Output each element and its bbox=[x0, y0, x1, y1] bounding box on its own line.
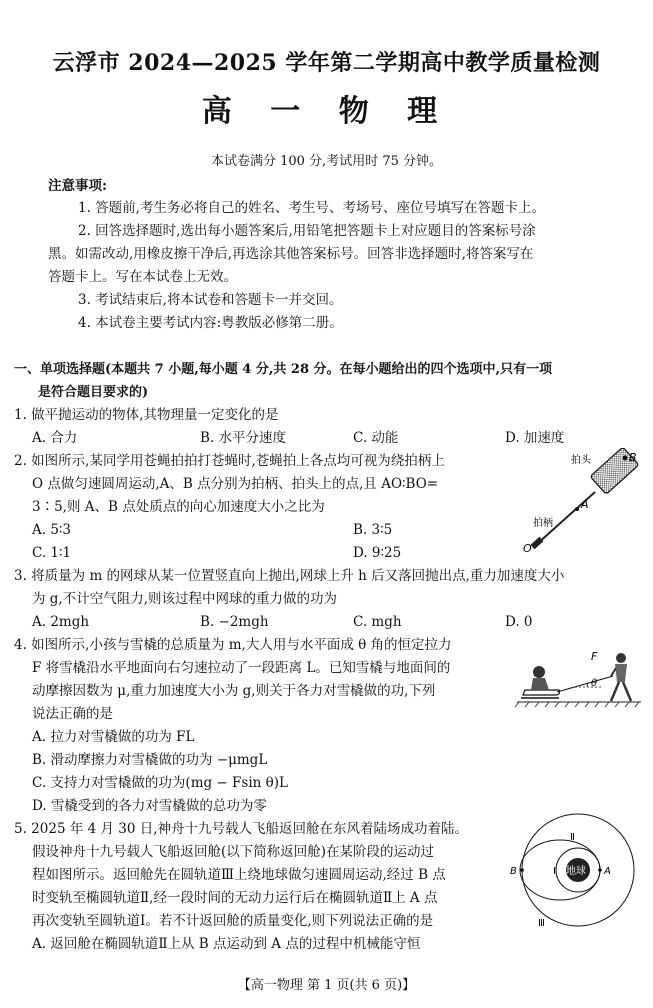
label-earth: 地球 bbox=[566, 866, 586, 877]
q4-option-b: B. 滑动摩擦力对雪橇做的功为 −μmgL bbox=[32, 752, 268, 768]
q5-stem-1: 5. 2025 年 4 月 30 日,神舟十九号载人飞船返回舱在东风着陆场成功着陆。 bbox=[14, 821, 469, 837]
q2-stem-1: 2. 如图所示,某同学用苍蝇拍拍打苍蝇时,苍蝇拍上各点均可视为绕拍柄上 bbox=[14, 453, 445, 469]
q4-stem-3: 动摩擦因数为 μ,重力加速度大小为 g,则关于各力对雪橇做的功,下列 bbox=[32, 683, 436, 699]
q1-option-b: B. 水平分速度 bbox=[200, 430, 287, 446]
q2-option-a: A. 5∶3 bbox=[32, 522, 72, 538]
label-a: A bbox=[581, 498, 589, 511]
point-a-marker bbox=[575, 507, 579, 511]
subject-title: 高 一 物 理 bbox=[201, 94, 452, 129]
q3-option-a: A. 2mgh bbox=[32, 614, 90, 630]
label-head: 拍头 bbox=[571, 455, 591, 466]
label-orbit-ii: Ⅱ bbox=[570, 832, 575, 843]
notice-item-1: 1. 答题前,考生务必将自己的姓名、考生号、考场号、座位号填写在答题卡上。 bbox=[78, 200, 545, 216]
label-handle: 拍柄 bbox=[533, 518, 553, 529]
orbit-figure bbox=[508, 812, 648, 932]
exam-title: 云浮市 2024—2025 学年第二学期高中教学质量检测 bbox=[52, 50, 601, 76]
q4-stem-4: 说法正确的是 bbox=[32, 706, 113, 722]
q4-stem-2: F 将雪橇沿水平地面向右匀速拉动了一段距离 L。已知雪橇与地面间的 bbox=[32, 660, 451, 676]
label-o: O bbox=[523, 542, 532, 555]
q5-stem-2: 假设神舟十九号载人飞船返回舱(以下简称返回舱)在某阶段的运动过 bbox=[32, 844, 435, 860]
notice-item-4: 4. 本试卷主要考试内容:粤教版必修第二册。 bbox=[78, 315, 343, 331]
label-orbit-i: Ⅰ bbox=[553, 866, 556, 877]
q5-option-a: A. 返回舱在椭圆轨道Ⅱ上从 B 点运动到 A 点的过程中机械能守恒 bbox=[32, 936, 421, 952]
q1-option-d: D. 加速度 bbox=[505, 430, 565, 446]
section-heading-cont: 是符合题目要求的) bbox=[38, 385, 149, 400]
label-a: A bbox=[604, 866, 611, 877]
q3-stem-2: 为 g,不计空气阻力,则该过程中网球的重力做的功为 bbox=[32, 591, 338, 607]
notice-item-2-cont: 黑。如需改动,用橡皮擦干净后,再选涂其他答案标号。回答非选择题时,将答案写在 bbox=[48, 246, 534, 262]
label-f: F bbox=[591, 650, 598, 663]
exam-info: 本试卷满分 100 分,考试用时 75 分钟。 bbox=[210, 154, 443, 169]
q1-option-c: C. 动能 bbox=[353, 430, 399, 446]
q2-stem-3: 3∶5,则 A、B 点处质点的向心加速度大小之比为 bbox=[32, 499, 325, 515]
q4-option-d: D. 雪橇受到的各力对雪橇做的总功为零 bbox=[32, 798, 267, 814]
q1-option-a: A. 合力 bbox=[32, 430, 78, 446]
q4-stem-1: 4. 如图所示,小孩与雪橇的总质量为 m,大人用与水平面成 θ 角的恒定拉力 bbox=[14, 637, 452, 653]
section-heading: 一、单项选择题(本题共 7 小题,每小题 4 分,共 28 分。在每小题给出的四个选项中,只有一项 bbox=[14, 362, 553, 377]
label-b: B bbox=[629, 451, 637, 464]
q3-stem-1: 3. 将质量为 m 的网球从某一位置竖直向上抛出,网球上升 h 后又落回抛出点,重力加速度大小 bbox=[14, 568, 565, 584]
notice-item-3: 3. 考试结束后,将本试卷和答题卡一并交回。 bbox=[78, 292, 343, 308]
label-orbit-iii: Ⅲ bbox=[538, 918, 545, 929]
q4-option-c: C. 支持力对雪橇做的功为(mg − Fsin θ)L bbox=[32, 775, 288, 791]
point-b-marker bbox=[623, 456, 628, 461]
swatter-figure bbox=[515, 448, 645, 556]
q3-option-c: C. mgh bbox=[353, 614, 402, 630]
sled-figure bbox=[515, 648, 643, 708]
q2-option-b: B. 3∶5 bbox=[353, 522, 393, 538]
notice-heading: 注意事项: bbox=[48, 178, 107, 194]
q5-stem-3: 程如图所示。返回舱先在圆轨道Ⅲ上绕地球做匀速圆周运动,经过 B 点 bbox=[32, 867, 446, 883]
q5-stem-5: 再次变轨至圆轨道Ⅰ。若不计返回舱的质量变化,则下列说法正确的是 bbox=[32, 913, 434, 929]
q1-stem: 1. 做平抛运动的物体,其物理量一定变化的是 bbox=[14, 407, 279, 423]
q2-stem-2: O 点做匀速圆周运动,A、B 点分别为拍柄、拍头上的点,且 AO∶BO= bbox=[32, 476, 439, 492]
q5-stem-4: 时变轨至椭圆轨道Ⅱ,经一段时间的无动力运行后在椭圆轨道Ⅱ上 A 点 bbox=[32, 890, 438, 906]
q2-option-d: D. 9∶25 bbox=[353, 545, 402, 561]
q4-option-a: A. 拉力对雪橇做的功为 FL bbox=[32, 729, 195, 745]
q3-option-d: D. 0 bbox=[505, 614, 533, 630]
label-theta: θ bbox=[591, 678, 598, 689]
q2-option-c: C. 1∶1 bbox=[32, 545, 72, 561]
label-b: B bbox=[510, 866, 517, 877]
q3-option-b: B. −2mgh bbox=[200, 614, 269, 630]
notice-item-2: 2. 回答选择题时,选出每小题答案后,用铅笔把答题卡上对应题目的答案标号涂 bbox=[78, 223, 536, 239]
page-footer: 【高一物理 第 1 页(共 6 页)】 bbox=[237, 978, 416, 993]
notice-item-2-end: 答题卡上。写在本试卷上无效。 bbox=[48, 269, 237, 285]
